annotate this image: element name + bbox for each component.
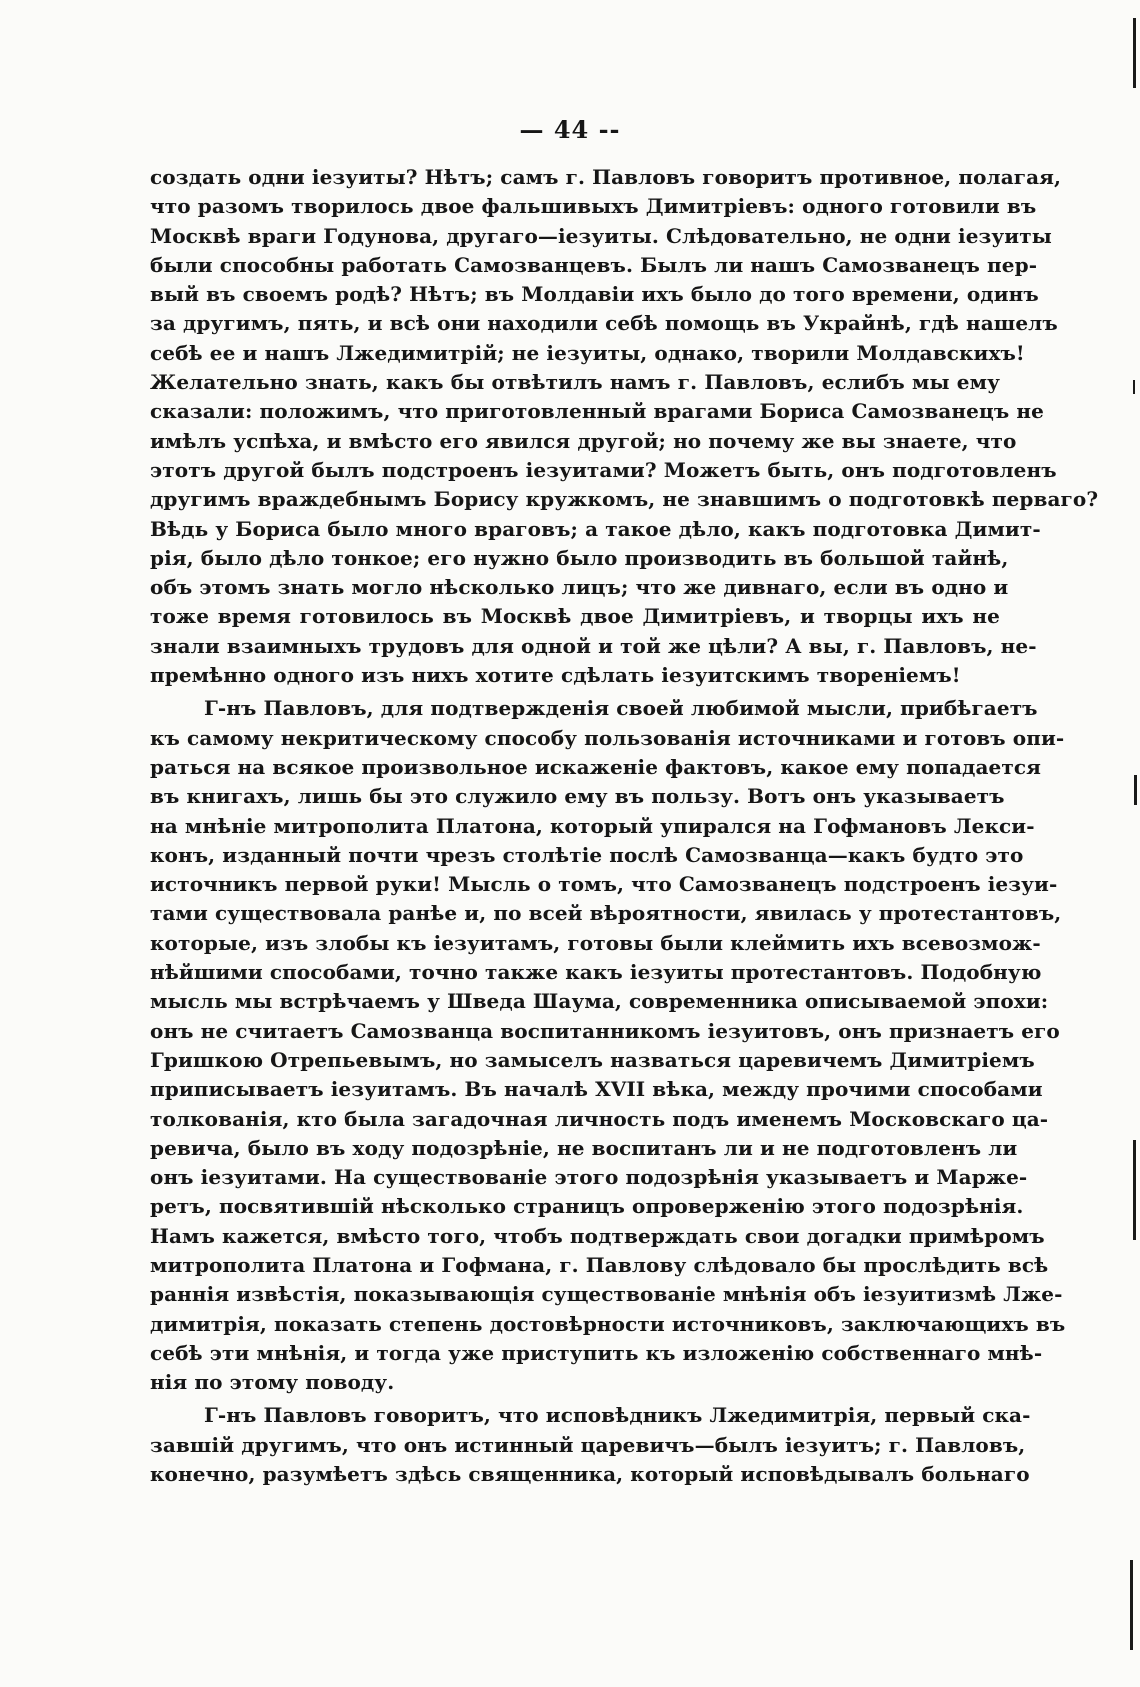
text-line: митрополита Платона и Гофмана, г. Павлову слѣдовало бы прослѣдить всѣ (150, 1252, 1049, 1277)
scan-edge-mark (1130, 1560, 1133, 1650)
text-line: толкованія, кто была загадочная личность подъ именемъ Московскаго ца- (150, 1106, 1049, 1131)
text-line: Г-нъ Павловъ, для подтвержденія своей любимой мысли, прибѣгаетъ (204, 696, 1038, 721)
text-line: онъ іезуитами. На существованіе этого подозрѣнія указываетъ и Марже- (150, 1165, 1028, 1190)
text-line: приписываетъ іезуитамъ. Въ началѣ XVII вѣка, между прочими способами (150, 1077, 1043, 1102)
text-line: въ книгахъ, лишь бы это служило ему въ пользу. Вотъ онъ указываетъ (150, 784, 1005, 809)
text-line: конечно, разумѣетъ здѣсь священника, который исповѣдывалъ больнаго (150, 1462, 1030, 1487)
text-line: ретъ, посвятившій нѣсколько страницъ опроверженію этого подозрѣнія. (150, 1194, 1024, 1219)
text-line: объ этомъ знать могло нѣсколько лицъ; что же дивнаго, если въ одно и (150, 575, 1009, 600)
text-line: завшій другимъ, что онъ истинный царевичъ—былъ іезуитъ; г. Павловъ, (150, 1432, 1026, 1457)
scan-edge-mark (1133, 18, 1136, 88)
text-line: ревича, было въ ходу подозрѣніе, не воспитанъ ли и не подготовленъ ли (150, 1135, 1018, 1160)
text-line: Намъ кажется, вмѣсто того, чтобъ подтверждать свои догадки примѣромъ (150, 1223, 1045, 1248)
text-line: этотъ другой былъ подстроенъ іезуитами? Можетъ быть, онъ подготовленъ (150, 457, 1057, 482)
body-text (150, 163, 1099, 1489)
text-line: создать одни іезуиты? Нѣтъ; самъ г. Павловъ говоритъ противное, полагая, (150, 165, 1062, 189)
text-line: рія, было дѣло тонкое; его нужно было производить въ большой тайнѣ, (150, 545, 1009, 570)
text-line: за другимъ, пять, и всѣ они находили себѣ помощь въ Украйнѣ, гдѣ нашелъ (150, 311, 1058, 336)
text-line: раться на всякое произвольное искаженіе фактовъ, какое ему попадается (150, 754, 1042, 779)
scan-edge-mark (1133, 380, 1135, 394)
text-line: которые, изъ злобы къ іезуитамъ, готовы были клеймить ихъ всевозмож- (150, 930, 1041, 955)
text-line: сказали: положимъ, что приготовленный врагами Бориса Самозванецъ не (150, 399, 1044, 424)
text-line: вый въ своемъ родѣ? Нѣтъ; въ Молдавіи ихъ было до того времени, одинъ (150, 282, 1039, 307)
paragraph (150, 694, 1066, 1397)
text-line: нія по этому поводу. (150, 1370, 395, 1395)
text-line: Гришкою Отрепьевымъ, но замыселъ назваться царевичемъ Димитріемъ (150, 1047, 1035, 1072)
text-line: нѣйшими способами, точно также какъ іезуиты протестантовъ. Подобную (150, 960, 1042, 985)
paragraph (150, 163, 1099, 690)
text-line: Желательно знать, какъ бы отвѣтилъ намъ г. Павловъ, еслибъ мы ему (150, 370, 1000, 395)
text-line: на мнѣніе митрополита Платона, который упирался на Гофмановъ Лекси- (150, 813, 1035, 838)
text-line: тоже время готовилось въ Москвѣ двое Димитріевъ, и творцы ихъ не (150, 604, 1000, 629)
text-line: къ самому некритическому способу пользованія источниками и готовъ опи- (150, 725, 1065, 750)
text-line: что разомъ творилось двое фальшивыхъ Димитріевъ: одного готовили въ (150, 194, 1037, 219)
text-line: другимъ враждебнымъ Борису кружкомъ, не знавшимъ о подготовкѣ перваго? (150, 487, 1099, 512)
text-line: Вѣдь у Бориса было много враговъ; а такое дѣло, какъ подготовка Димит- (150, 516, 1041, 541)
text-line: себѣ ее и нашъ Лжедимитрій; не іезуиты, однако, творили Молдавскихъ! (150, 340, 1025, 365)
text-line: мысль мы встрѣчаемъ у Шведа Шаума, современника описываемой эпохи: (150, 989, 1049, 1014)
text-line: себѣ эти мнѣнія, и тогда уже приступить къ изложенію собственнаго мнѣ- (150, 1340, 1043, 1365)
text-line: премѣнно одного изъ нихъ хотите сдѣлать іезуитскимъ твореніемъ! (150, 663, 961, 688)
scan-edge-mark (1133, 1140, 1136, 1240)
text-line: онъ не считаетъ Самозванца воспитанникомъ іезуитовъ, онъ признаетъ его (150, 1018, 1060, 1043)
text-line: Москвѣ враги Годунова, другаго—іезуиты. Слѣдовательно, не одни іезуиты (150, 223, 1052, 248)
text-line: источникъ первой руки! Мысль о томъ, что Самозванецъ подстроенъ іезуи- (150, 872, 1058, 897)
text-line: были способны работать Самозванцевъ. Былъ ли нашъ Самозванецъ пер- (150, 252, 1038, 277)
scan-edge-mark (1134, 775, 1137, 805)
text-line: димитрія, показать степень достовѣрности источниковъ, заключающихъ въ (150, 1311, 1066, 1336)
text-line: Г-нъ Павловъ говоритъ, что исповѣдникъ Лжедимитрія, первый ска- (204, 1403, 1031, 1428)
text-line: знали взаимныхъ трудовъ для одной и той же цѣли? А вы, г. Павловъ, не- (150, 633, 1037, 658)
page-number: — 44 -- (519, 115, 621, 144)
text-line: раннія извѣстія, показывающія существованіе мнѣнія объ іезуитизмѣ Лже- (150, 1282, 1063, 1307)
text-line: имѣлъ успѣха, и вмѣсто его явился другой; но почему же вы знаете, что (150, 428, 1017, 453)
text-line: тами существовала ранѣе и, по всей вѣроятности, явилась у протестантовъ, (150, 901, 1062, 926)
text-line: конъ, изданный почти чрезъ столѣтіе послѣ Самозванца—какъ будто это (150, 842, 1024, 867)
paragraph-container (150, 163, 1099, 1489)
paragraph (150, 1401, 1031, 1489)
